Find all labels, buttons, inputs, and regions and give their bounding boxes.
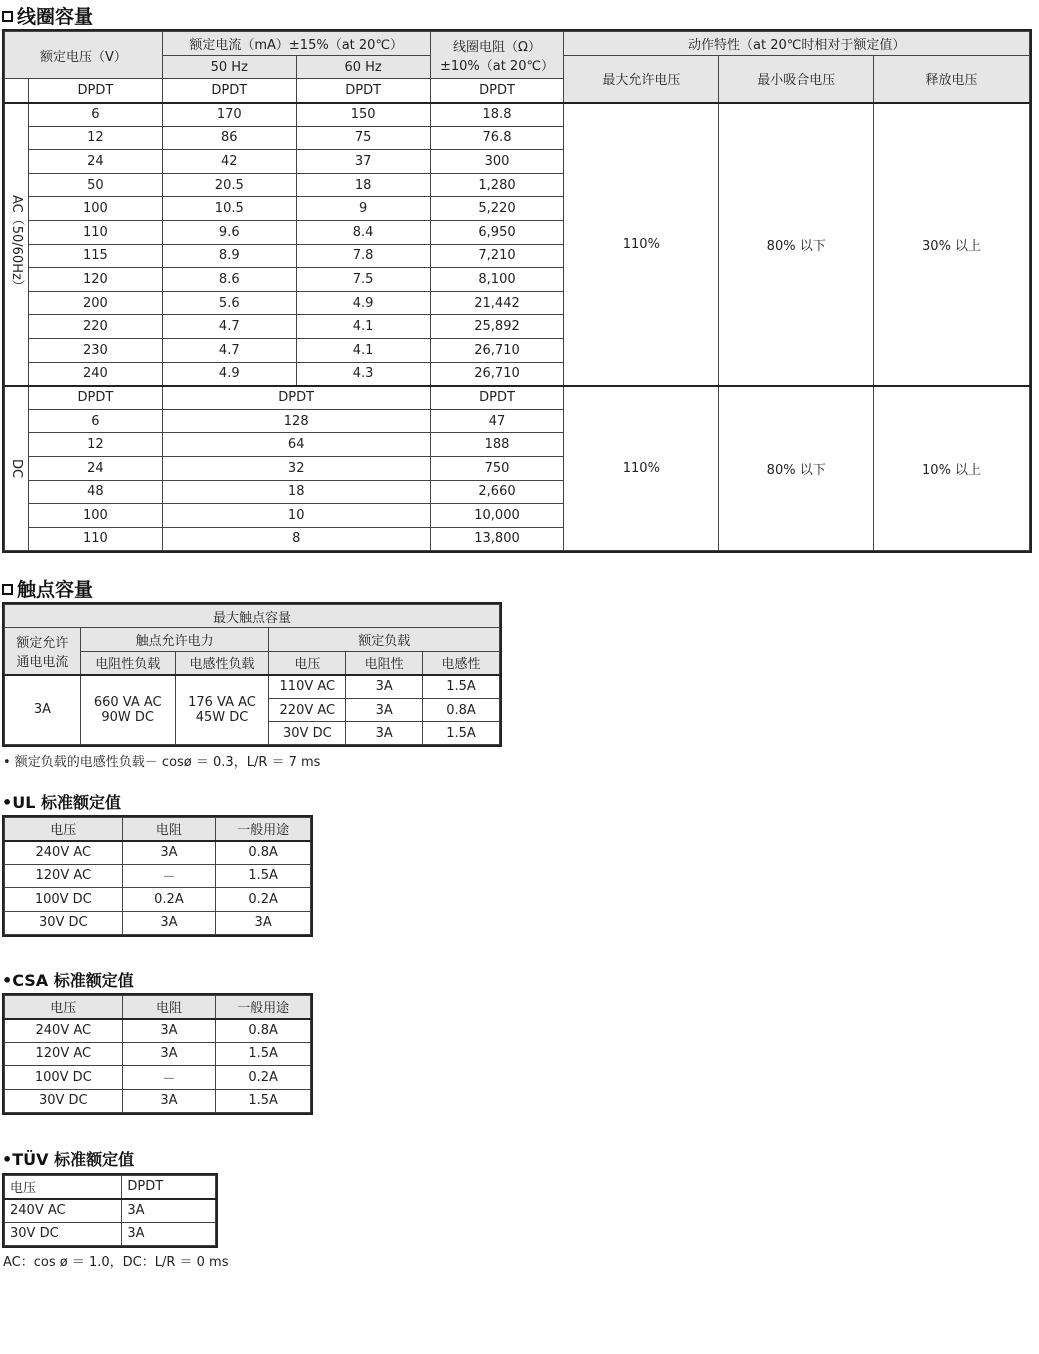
- csa-header-row: [5, 996, 311, 1019]
- hdr-50hz: 50 Hz: [162, 56, 296, 79]
- ul-cell: 3A: [122, 841, 216, 865]
- ac-row: [5, 103, 1030, 127]
- ac-voltage: 24: [28, 150, 162, 174]
- hdr-action: 动作特性（at 20℃时相对于额定值）: [564, 32, 1030, 56]
- hdr-blank: [5, 79, 29, 103]
- ac-resistance: 26,710: [430, 362, 564, 386]
- coil-table: [4, 31, 1030, 551]
- dc-release: 10% 以上: [874, 386, 1030, 551]
- csa-cell: 120V AC: [5, 1042, 123, 1066]
- ac-current-60hz: 7.5: [296, 268, 430, 292]
- csa-row: [5, 1066, 311, 1090]
- dc-min: 80% 以下: [719, 386, 874, 551]
- load-resistive: 3A: [346, 699, 423, 722]
- tuv-cell: 3A: [122, 1222, 216, 1246]
- dc-header-row: [5, 386, 1030, 410]
- dc-resistance: 2,660: [430, 480, 564, 504]
- csa-cell: 0.2A: [216, 1066, 311, 1090]
- rated-current-value: 3A: [5, 675, 81, 745]
- tuv-header: 电压: [5, 1176, 122, 1199]
- ac-rows: [5, 103, 1030, 386]
- ac-current-60hz: 4.9: [296, 291, 430, 315]
- contact-heading: 触点容量: [2, 575, 93, 602]
- ul-cell: 240V AC: [5, 841, 123, 865]
- dc-voltage: 12: [28, 433, 162, 457]
- ul-header: 一般用途: [216, 818, 311, 841]
- ac-current-50hz: 4.7: [162, 338, 296, 362]
- ac-current-60hz: 150: [296, 103, 430, 127]
- ac-current-50hz: 4.7: [162, 315, 296, 339]
- dc-dpdt: DPDT: [430, 386, 564, 410]
- ul-header: 电压: [5, 818, 123, 841]
- checkbox-square-icon: [2, 11, 13, 22]
- ac-voltage: 12: [28, 126, 162, 150]
- dc-max: 110%: [564, 386, 719, 551]
- dc-current: 10: [162, 504, 430, 528]
- dc-resistance: 13,800: [430, 527, 564, 551]
- ac-voltage: 100: [28, 197, 162, 221]
- load-resistive: 3A: [346, 675, 423, 699]
- ac-max: 110%: [564, 103, 719, 386]
- tuv-cell: 3A: [122, 1199, 216, 1223]
- ac-current-50hz: 9.6: [162, 220, 296, 244]
- ul-row: [5, 864, 311, 888]
- tuv-header: DPDT: [122, 1176, 216, 1199]
- csa-cell: 240V AC: [5, 1019, 123, 1043]
- load-voltage: 110V AC: [269, 675, 346, 699]
- dc-label: DC: [5, 386, 29, 551]
- ac-current-60hz: 9: [296, 197, 430, 221]
- ul-cell: 120V AC: [5, 864, 123, 888]
- ac-resistance: 76.8: [430, 126, 564, 150]
- dc-voltage: 24: [28, 456, 162, 480]
- tuv-heading: •TÜV 标准额定值: [2, 1150, 135, 1169]
- ac-voltage: 230: [28, 338, 162, 362]
- ul-cell: 100V DC: [5, 888, 123, 912]
- load-voltage: 220V AC: [269, 699, 346, 722]
- tuv-cell: 240V AC: [5, 1199, 122, 1223]
- dc-voltage: 100: [28, 504, 162, 528]
- ul-row: [5, 841, 311, 865]
- ul-cell: 0.8A: [216, 841, 311, 865]
- ul-cell: 1.5A: [216, 864, 311, 888]
- ac-voltage: 240: [28, 362, 162, 386]
- load-inductive: 0.8A: [423, 699, 500, 722]
- hdr-resistive-load: 电阻性负载: [80, 652, 175, 675]
- ac-resistance: 7,210: [430, 244, 564, 268]
- tuv-table: [4, 1175, 216, 1246]
- tuv-note: AC：cos ø ＝ 1.0，DC：L/R ＝ 0 ms: [3, 1255, 229, 1270]
- ac-resistance: 8,100: [430, 268, 564, 292]
- ac-current-60hz: 75: [296, 126, 430, 150]
- dc-resistance: 188: [430, 433, 564, 457]
- ac-current-60hz: 18: [296, 173, 430, 197]
- hdr-inductive-load: 电感性负载: [175, 652, 269, 675]
- resistive-power: 660 VA AC 90W DC: [80, 675, 175, 745]
- csa-header: 电阻: [122, 996, 216, 1019]
- ac-current-60hz: 8.4: [296, 220, 430, 244]
- load-inductive: 1.5A: [423, 675, 500, 699]
- ul-cell: 0.2A: [216, 888, 311, 912]
- hdr-rated-current: 额定电流（mA）±15%（at 20℃）: [162, 32, 430, 56]
- tuv-header-row: [5, 1176, 216, 1199]
- dc-voltage: 6: [28, 409, 162, 433]
- csa-row: [5, 1019, 311, 1043]
- ac-resistance: 300: [430, 150, 564, 174]
- ac-current-60hz: 7.8: [296, 244, 430, 268]
- dc-current: 32: [162, 456, 430, 480]
- ul-cell: 3A: [216, 911, 311, 935]
- ac-current-50hz: 4.9: [162, 362, 296, 386]
- ul-cell: －: [122, 864, 216, 888]
- load-inductive: 1.5A: [423, 722, 500, 745]
- csa-cell: 0.8A: [216, 1019, 311, 1043]
- ul-row: [5, 911, 311, 935]
- ac-voltage: 220: [28, 315, 162, 339]
- ac-current-60hz: 37: [296, 150, 430, 174]
- dc-rows: [5, 386, 1030, 551]
- hdr-coil-resistance: 线圈电阻（Ω） ±10%（at 20℃）: [430, 32, 564, 79]
- csa-cell: 30V DC: [5, 1089, 123, 1113]
- inductive-power: 176 VA AC 45W DC: [175, 675, 269, 745]
- ac-voltage: 6: [28, 103, 162, 127]
- ac-voltage: 110: [28, 220, 162, 244]
- ac-resistance: 5,220: [430, 197, 564, 221]
- dc-voltage: 48: [28, 480, 162, 504]
- dc-resistance: 47: [430, 409, 564, 433]
- checkbox-square-icon: [2, 584, 13, 595]
- tuv-cell: 30V DC: [5, 1222, 122, 1246]
- hdr-min-voltage: 最小吸合电压: [719, 56, 874, 103]
- hdr-rated-load: 额定负载: [269, 628, 500, 652]
- ac-current-50hz: 42: [162, 150, 296, 174]
- load-voltage: 30V DC: [269, 722, 346, 745]
- hdr-rated-current: 额定允许 通电电流: [5, 628, 81, 675]
- hdr-max-contact: 最大触点容量: [5, 605, 500, 628]
- ul-row: [5, 888, 311, 912]
- ac-current-60hz: 4.3: [296, 362, 430, 386]
- dc-resistance: 750: [430, 456, 564, 480]
- ul-heading: •UL 标准额定值: [2, 793, 121, 812]
- hdr-release-voltage: 释放电压: [874, 56, 1030, 103]
- contact-note: • 额定负载的电感性负载－ cosø ＝ 0.3，L/R ＝ 7 ms: [3, 755, 321, 770]
- hdr-inductive: 电感性: [423, 652, 500, 675]
- dc-current: 64: [162, 433, 430, 457]
- coil-heading: 线圈容量: [2, 2, 93, 29]
- csa-cell: 1.5A: [216, 1042, 311, 1066]
- dc-current: 128: [162, 409, 430, 433]
- ul-cell: 3A: [122, 911, 216, 935]
- ul-cell: 30V DC: [5, 911, 123, 935]
- hdr-contact-power: 触点允许电力: [80, 628, 269, 652]
- tuv-row: [5, 1199, 216, 1223]
- csa-table: [4, 995, 311, 1113]
- csa-header: 一般用途: [216, 996, 311, 1019]
- ac-voltage: 50: [28, 173, 162, 197]
- csa-cell: 100V DC: [5, 1066, 123, 1090]
- ac-current-60hz: 4.1: [296, 315, 430, 339]
- ac-current-50hz: 20.5: [162, 173, 296, 197]
- hdr-rated-voltage: 额定电压（V）: [5, 32, 163, 79]
- dc-resistance: 10,000: [430, 504, 564, 528]
- ac-min: 80% 以下: [719, 103, 874, 386]
- ac-resistance: 21,442: [430, 291, 564, 315]
- ac-resistance: 26,710: [430, 338, 564, 362]
- dc-dpdt: DPDT: [162, 386, 430, 410]
- ac-current-50hz: 86: [162, 126, 296, 150]
- ac-resistance: 25,892: [430, 315, 564, 339]
- csa-cell: 1.5A: [216, 1089, 311, 1113]
- tuv-row: [5, 1222, 216, 1246]
- load-resistive: 3A: [346, 722, 423, 745]
- dc-voltage: 110: [28, 527, 162, 551]
- hdr-60hz: 60 Hz: [296, 56, 430, 79]
- ac-voltage: 115: [28, 244, 162, 268]
- hdr-dpdt: DPDT: [296, 79, 430, 103]
- csa-row: [5, 1089, 311, 1113]
- csa-cell: 3A: [122, 1089, 216, 1113]
- ac-current-50hz: 8.6: [162, 268, 296, 292]
- ac-current-50hz: 8.9: [162, 244, 296, 268]
- hdr-voltage: 电压: [269, 652, 346, 675]
- ul-cell: 0.2A: [122, 888, 216, 912]
- ac-voltage: 200: [28, 291, 162, 315]
- ul-header-row: [5, 818, 311, 841]
- ac-voltage: 120: [28, 268, 162, 292]
- ac-current-50hz: 5.6: [162, 291, 296, 315]
- ac-resistance: 1,280: [430, 173, 564, 197]
- ac-label: AC（50/60Hz）: [5, 103, 29, 386]
- hdr-resistive: 电阻性: [346, 652, 423, 675]
- dc-current: 8: [162, 527, 430, 551]
- ul-table: [4, 817, 311, 935]
- ac-resistance: 18.8: [430, 103, 564, 127]
- ac-resistance: 6,950: [430, 220, 564, 244]
- csa-row: [5, 1042, 311, 1066]
- hdr-dpdt: DPDT: [430, 79, 564, 103]
- csa-cell: 3A: [122, 1019, 216, 1043]
- csa-cell: －: [122, 1066, 216, 1090]
- ac-current-50hz: 170: [162, 103, 296, 127]
- ac-current-60hz: 4.1: [296, 338, 430, 362]
- hdr-max-voltage: 最大允许电压: [564, 56, 719, 103]
- dc-dpdt: DPDT: [28, 386, 162, 410]
- hdr-dpdt: DPDT: [162, 79, 296, 103]
- contact-table: [4, 604, 500, 745]
- ac-current-50hz: 10.5: [162, 197, 296, 221]
- csa-heading: •CSA 标准额定值: [2, 971, 134, 990]
- csa-header: 电压: [5, 996, 123, 1019]
- dc-current: 18: [162, 480, 430, 504]
- hdr-dpdt: DPDT: [28, 79, 162, 103]
- ul-header: 电阻: [122, 818, 216, 841]
- ac-release: 30% 以上: [874, 103, 1030, 386]
- csa-cell: 3A: [122, 1042, 216, 1066]
